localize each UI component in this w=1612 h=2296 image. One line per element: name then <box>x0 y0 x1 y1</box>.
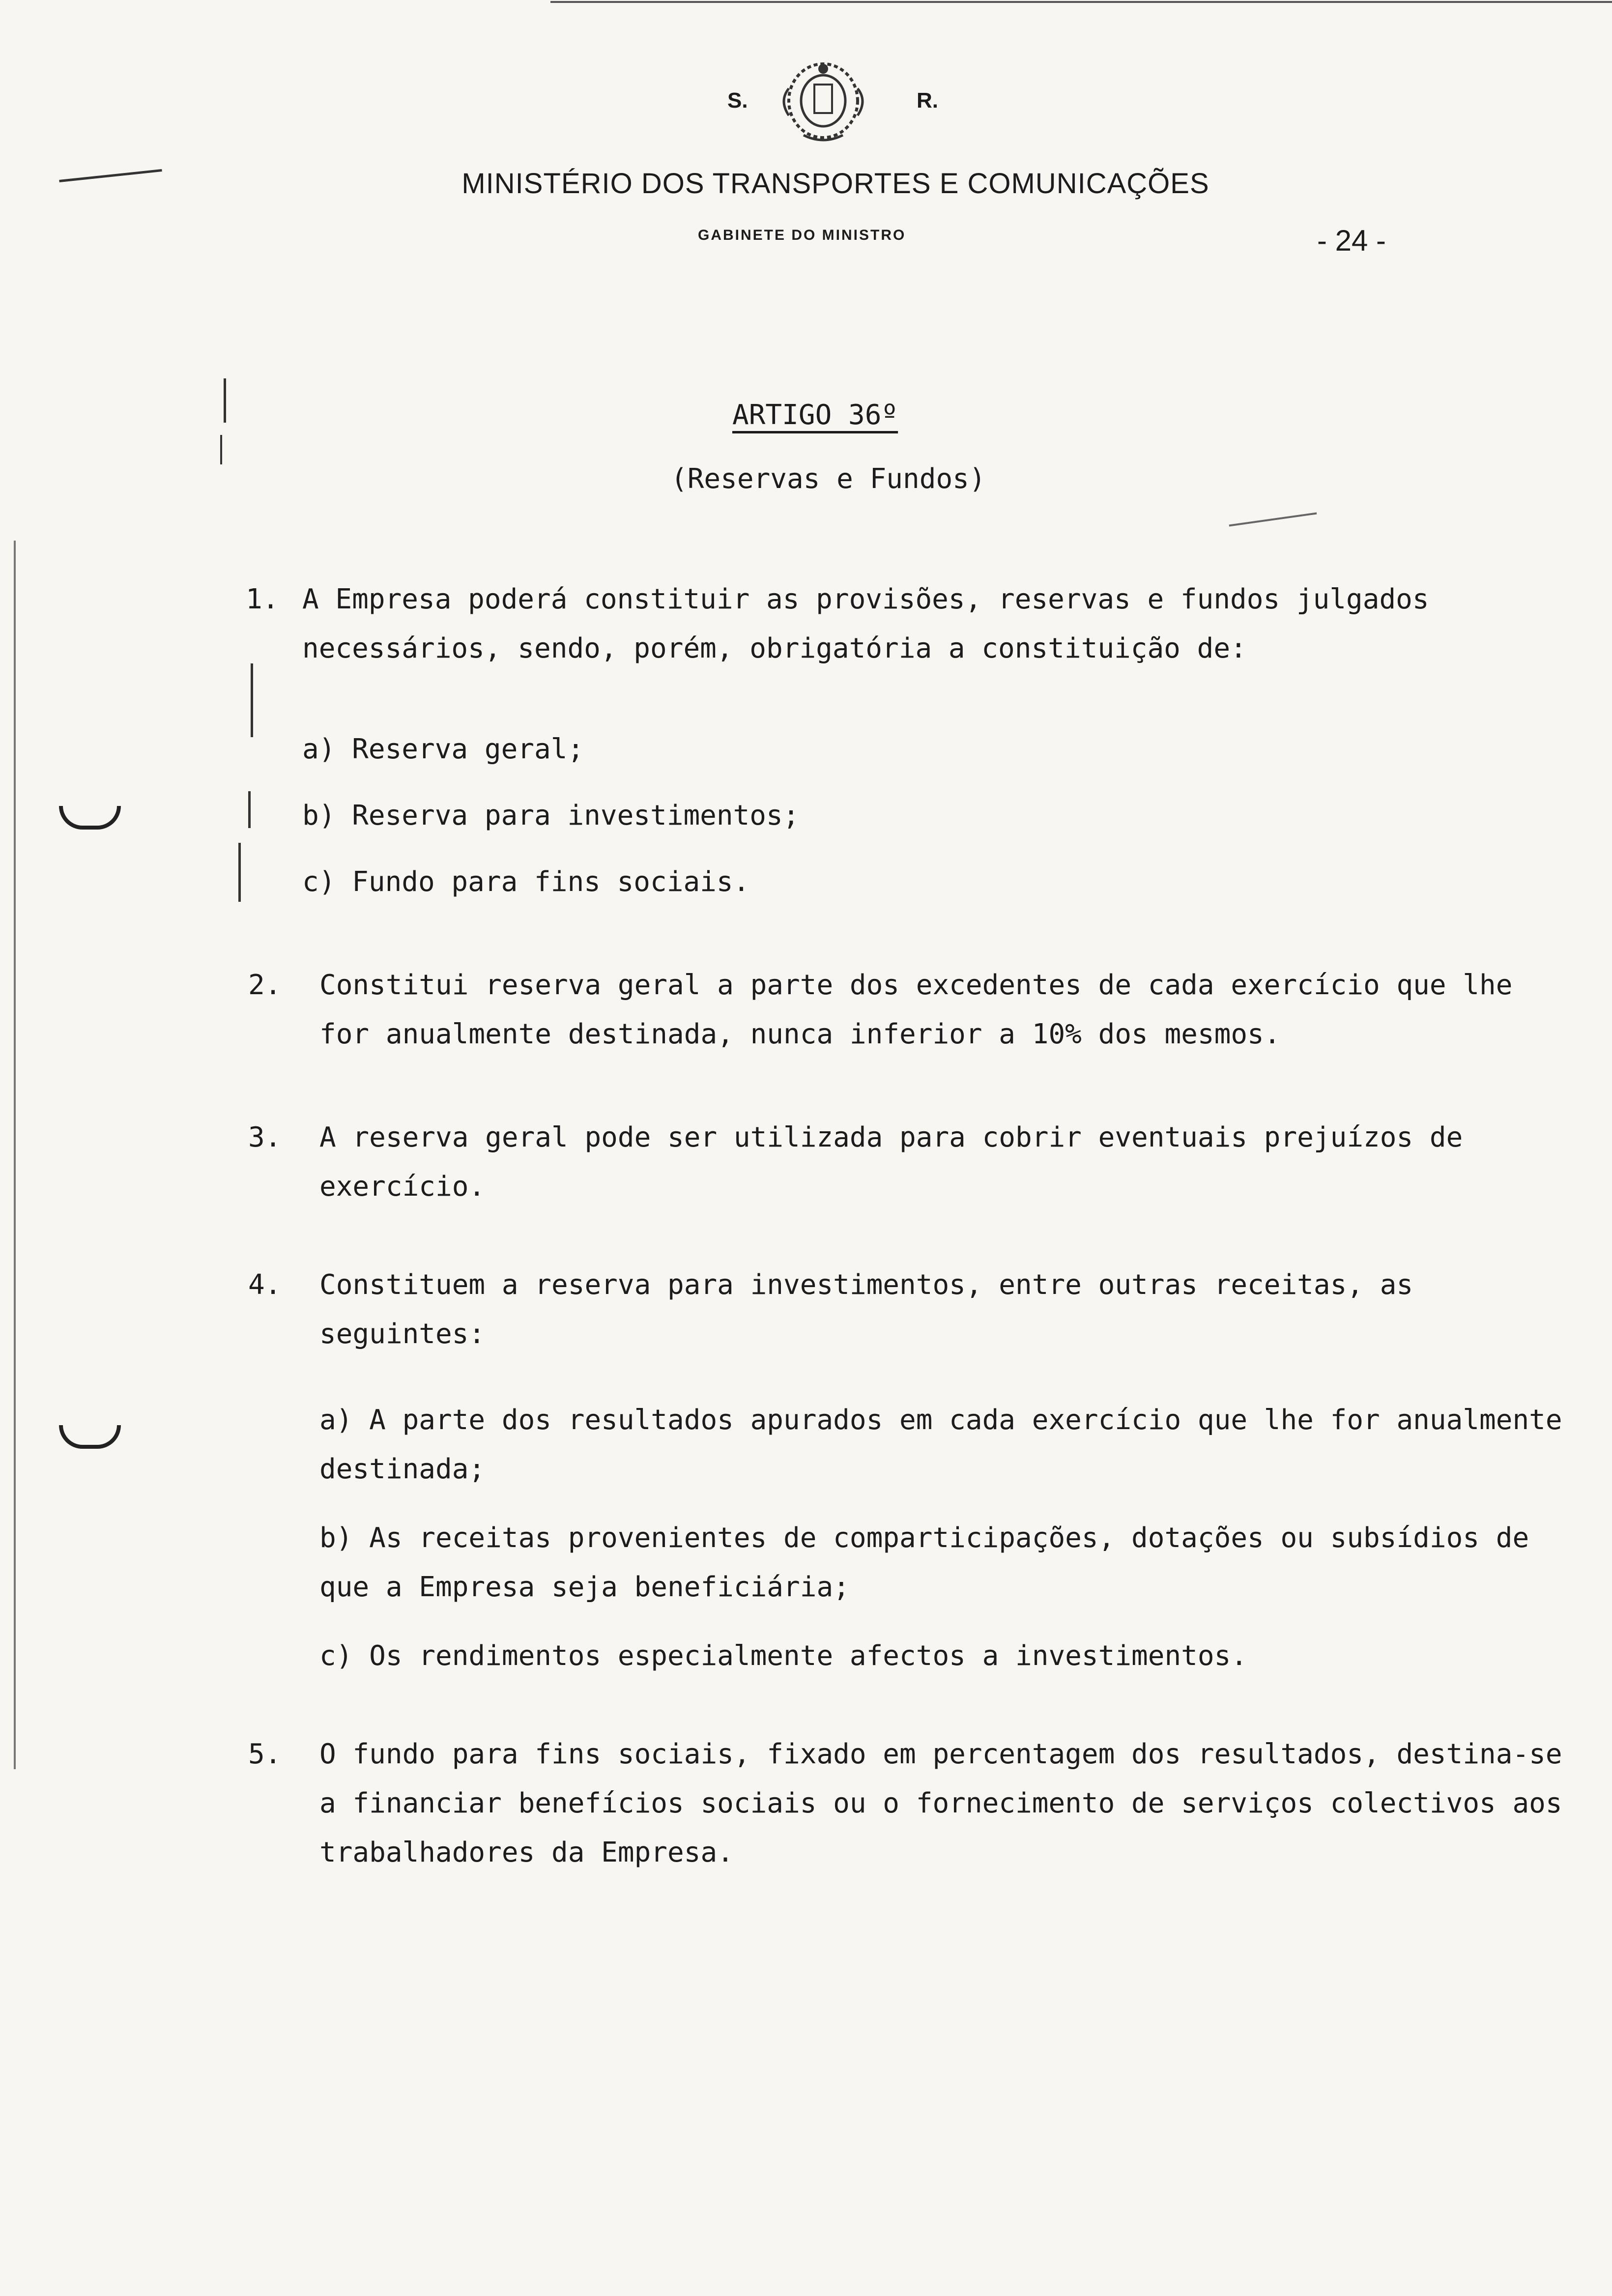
item-text: Constitui reserva geral a parte dos excedentes de cada exercício que lhe for anualmente destinada, nunca inferior a 10% dos mesmos. <box>319 969 1513 1050</box>
margin-line <box>224 378 226 423</box>
margin-stroke <box>1229 512 1317 526</box>
article-subtitle: (Reservas e Fundos) <box>671 463 986 495</box>
top-rule <box>550 1 1612 3</box>
item-text: Constituem a reserva para investimentos, entre outras receitas, as seguintes: <box>319 1269 1413 1350</box>
subitem: a) Reserva geral; <box>302 733 584 765</box>
item-number: 5. <box>248 1738 282 1770</box>
item-number: 3. <box>248 1121 282 1153</box>
checkmark-icon <box>59 806 121 830</box>
subitem: c) Fundo para fins sociais. <box>302 866 750 898</box>
margin-line <box>238 843 241 902</box>
subitem: b) As receitas provenientes de comparticipações, dotações ou subsídios de que a Empresa seja beneficiária; <box>319 1522 1529 1603</box>
subitem: b) Reserva para investimentos; <box>302 800 800 832</box>
item-text: A reserva geral pode ser utilizada para cobrir eventuais prejuízos de exercício. <box>319 1121 1463 1203</box>
margin-stroke <box>59 169 162 182</box>
left-edge-line <box>14 541 16 1769</box>
coat-of-arms-seal <box>769 54 877 147</box>
checkmark-icon <box>59 1425 121 1449</box>
page-number: - 24 - <box>1317 224 1386 257</box>
subitem: c) Os rendimentos especialmente afectos a investimentos. <box>319 1640 1248 1672</box>
margin-line <box>220 435 222 464</box>
seal-letter-left: S. <box>727 88 748 113</box>
ministry-heading: MINISTÉRIO DOS TRANSPORTES E COMUNICAÇÕES <box>461 168 1209 200</box>
cabinet-subheading: GABINETE DO MINISTRO <box>698 227 906 243</box>
subitem: a) A parte dos resultados apurados em cada exercício que lhe for anualmente destinada; <box>319 1404 1562 1485</box>
item-number: 4. <box>248 1269 282 1301</box>
item-text: O fundo para fins sociais, fixado em percentagem dos resultados, destina-se a financiar benefícios sociais ou o fornecimento de serviços colectivos aos trabalhadores da Empresa. <box>319 1738 1562 1868</box>
margin-line <box>248 791 251 828</box>
margin-line <box>251 663 253 737</box>
item-number: 2. <box>248 969 282 1001</box>
item-number: 1. <box>246 583 279 615</box>
item-text: A Empresa poderá constituir as provisões, reservas e fundos julgados necessários, sendo, porém, obrigatória a constituição de: <box>302 583 1429 664</box>
seal-letter-right: R. <box>917 88 938 113</box>
article-title: ARTIGO 36º <box>732 399 898 431</box>
